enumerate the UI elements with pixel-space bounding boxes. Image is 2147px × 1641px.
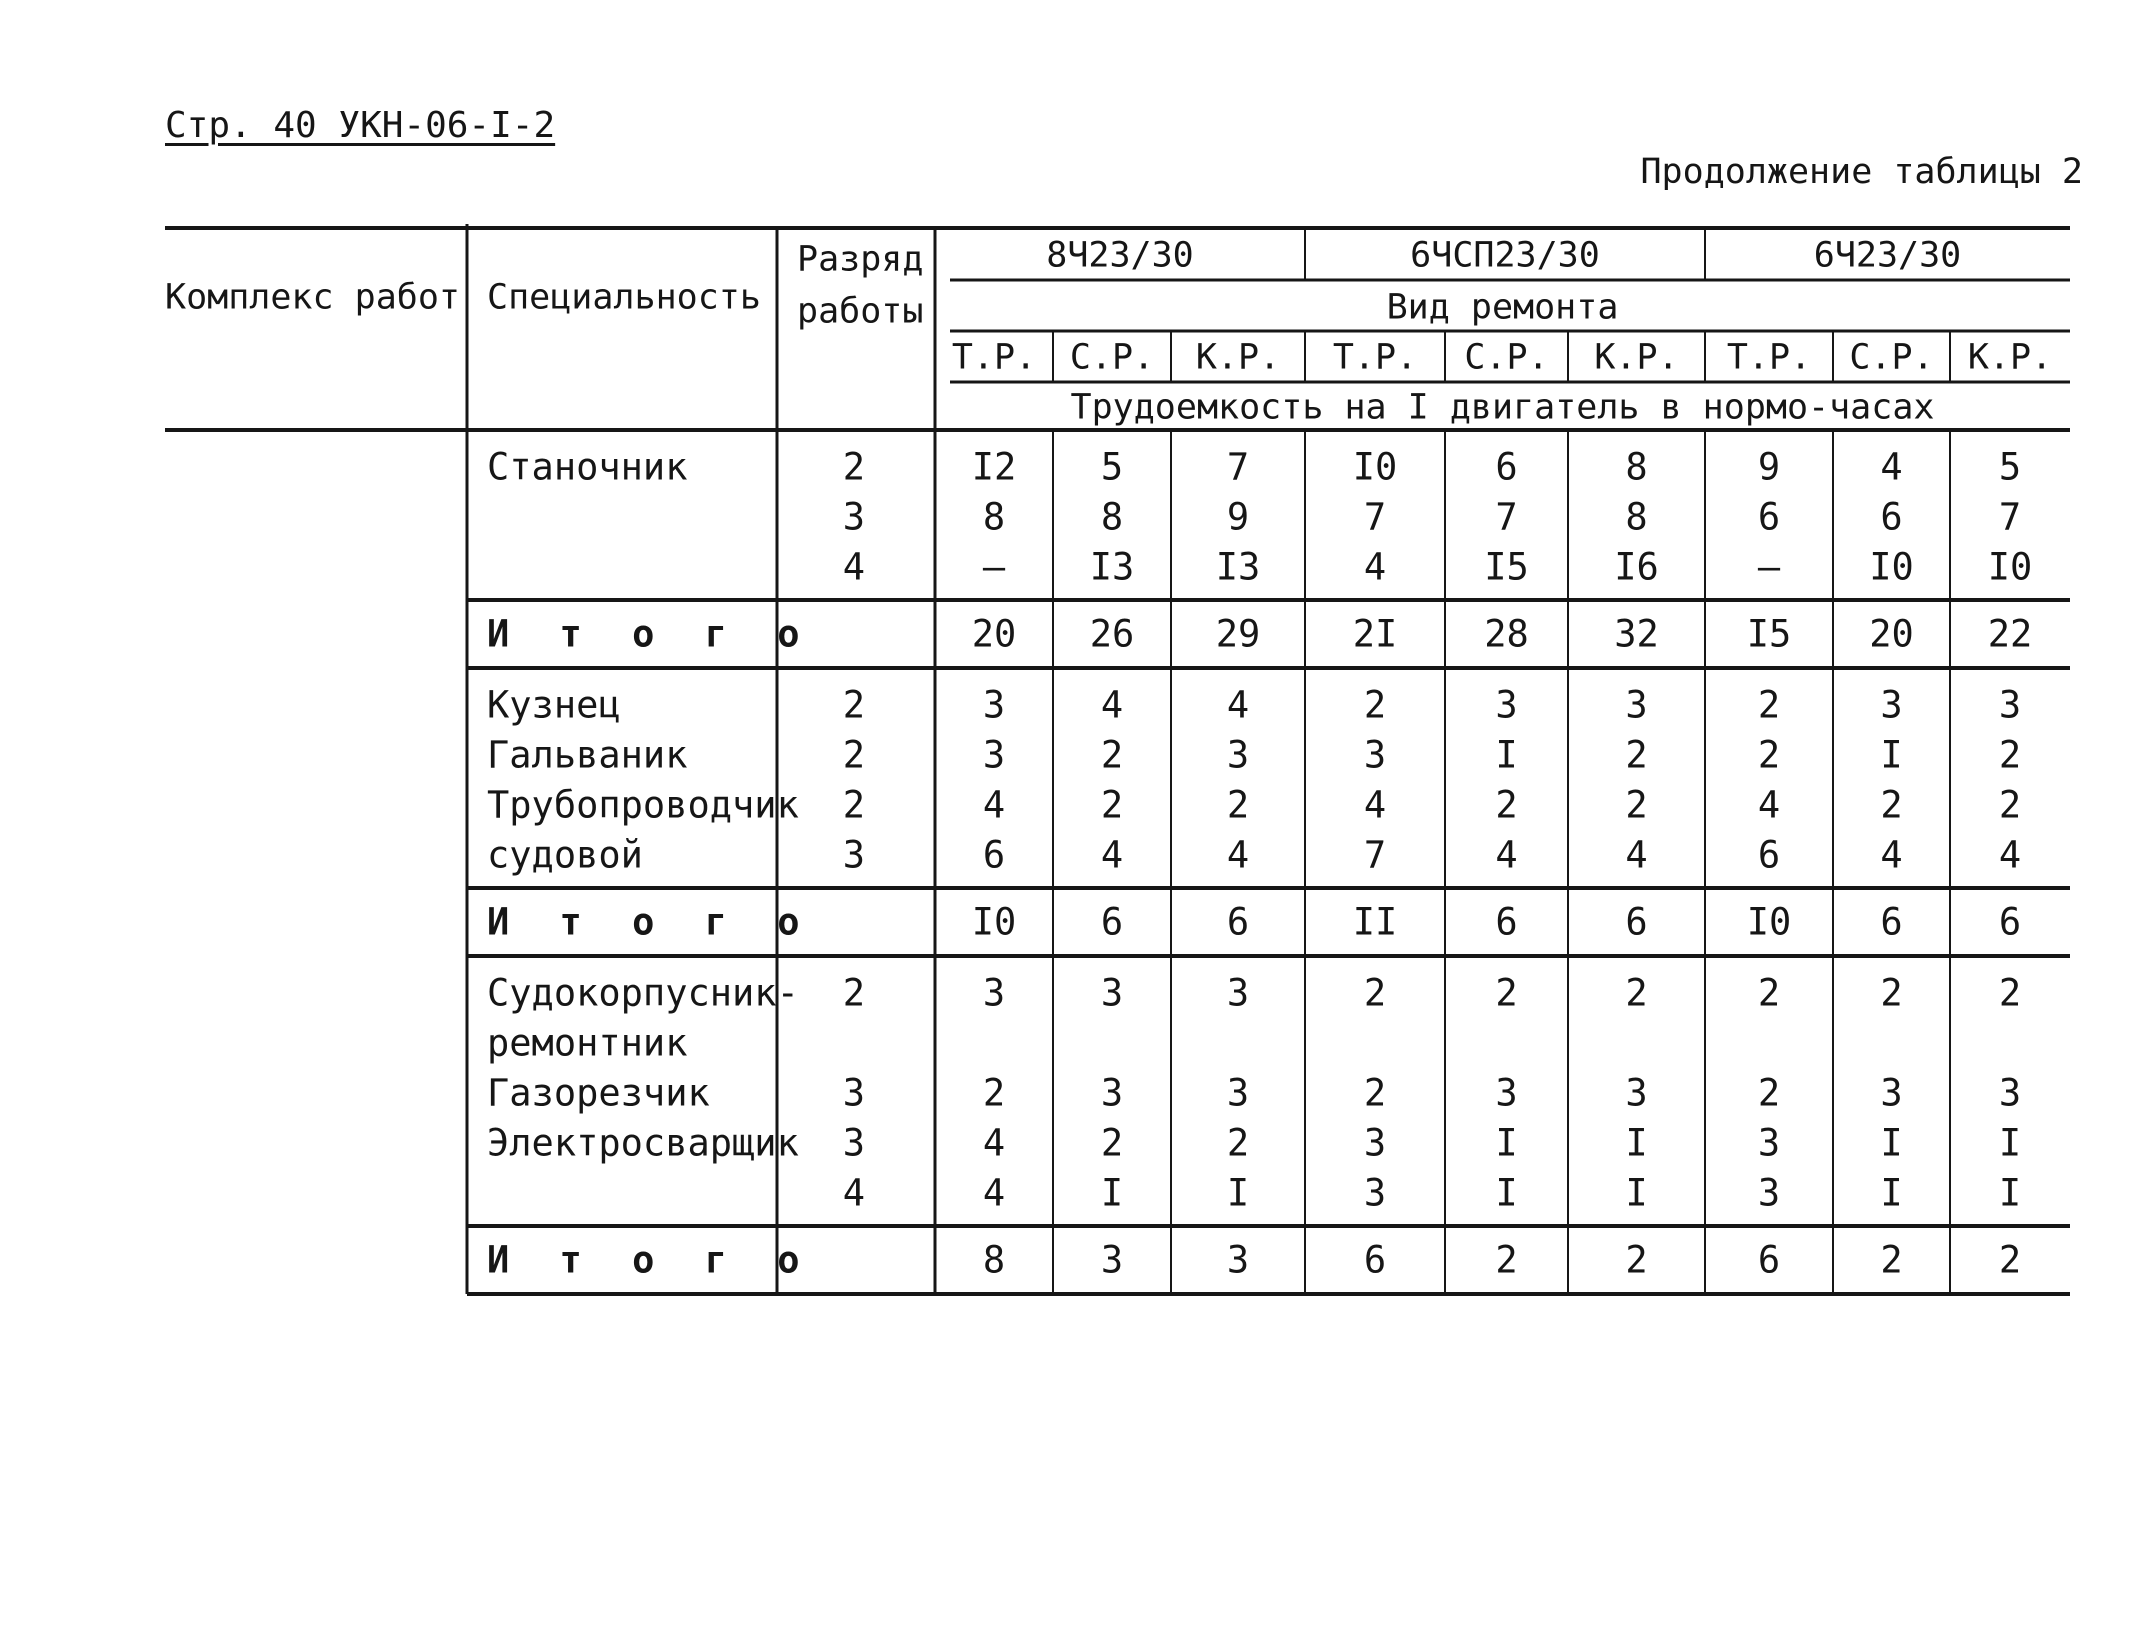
value-cell: 6 xyxy=(1757,495,1781,539)
value-cell: 4 xyxy=(982,1121,1006,1165)
value-cell: 2 xyxy=(1998,971,2022,1015)
value-cell: I xyxy=(1998,1121,2022,1165)
header-labor: Трудоемкость на I двигатель в нормо-часах xyxy=(1070,387,1935,428)
header-repair-type: С.Р. xyxy=(1849,337,1934,378)
value-cell: I xyxy=(1226,1171,1250,1215)
value-cell: 2 xyxy=(1625,783,1648,827)
value-cell: 3 xyxy=(1363,1171,1387,1215)
value-cell: 3 xyxy=(1880,1071,1903,1115)
value-cell: 5 xyxy=(1100,445,1124,489)
header-repair-type: К.Р. xyxy=(1195,337,1281,378)
value-cell: 4 xyxy=(1100,683,1124,727)
total-value: 2 xyxy=(1998,1238,2022,1282)
value-cell: 4 xyxy=(1495,833,1518,877)
value-cell: 8 xyxy=(982,495,1006,539)
value-cell: 3 xyxy=(1757,1171,1781,1215)
total-label: И т о г о xyxy=(487,900,814,944)
header-repair-kind: Вид ремонта xyxy=(1386,287,1619,328)
total-value: 32 xyxy=(1614,612,1659,656)
header-complex: Комплекс работ xyxy=(165,277,461,318)
value-cell: 4 xyxy=(1880,445,1903,489)
total-value: 8 xyxy=(982,1238,1006,1282)
value-cell: 4 xyxy=(1363,783,1387,827)
total-value: 2 xyxy=(1625,1238,1648,1282)
value-cell: 3 xyxy=(1880,683,1903,727)
value-cell: 2 xyxy=(982,1071,1006,1115)
value-cell: 7 xyxy=(1226,445,1250,489)
value-cell: I xyxy=(1998,1171,2022,1215)
value-cell: 3 xyxy=(1757,1121,1781,1165)
header-repair-type: Т.Р. xyxy=(951,337,1037,378)
total-value: 20 xyxy=(1869,612,1914,656)
specialty-cell: ремонтник xyxy=(487,1021,688,1065)
value-cell: 4 xyxy=(1880,833,1903,877)
value-cell: 3 xyxy=(1226,733,1250,777)
grade-cell: 2 xyxy=(842,445,865,489)
value-cell: 3 xyxy=(982,971,1006,1015)
value-cell: I xyxy=(1880,1121,1903,1165)
value-cell: 3 xyxy=(982,733,1006,777)
value-cell: 3 xyxy=(1363,1121,1387,1165)
grade-cell: 2 xyxy=(842,971,865,1015)
total-value: 2 xyxy=(1495,1238,1518,1282)
value-cell: 2 xyxy=(1495,783,1518,827)
labor-table xyxy=(165,224,2070,1304)
grade-cell: 3 xyxy=(842,833,865,877)
value-cell: 4 xyxy=(1998,833,2022,877)
value-cell: I xyxy=(1495,1121,1518,1165)
total-value: 26 xyxy=(1089,612,1135,656)
total-value: 2 xyxy=(1880,1238,1903,1282)
header-engine: 6Ч23/30 xyxy=(1813,235,1962,276)
total-value: 3 xyxy=(1100,1238,1124,1282)
total-value: I0 xyxy=(1746,900,1792,944)
value-cell: 8 xyxy=(1625,495,1648,539)
total-label: И т о г о xyxy=(487,612,814,656)
value-cell: 2 xyxy=(1880,971,1903,1015)
grade-cell: 2 xyxy=(842,733,865,777)
value-cell: – xyxy=(982,545,1006,589)
total-value: 20 xyxy=(971,612,1017,656)
specialty-cell: Судокорпусник- xyxy=(487,971,799,1015)
value-cell: 3 xyxy=(1100,1071,1124,1115)
value-cell: I3 xyxy=(1089,545,1135,589)
value-cell: 5 xyxy=(1998,445,2022,489)
total-value: II xyxy=(1352,900,1398,944)
value-cell: 4 xyxy=(1226,833,1250,877)
grade-cell: 3 xyxy=(842,1121,865,1165)
header-engine: 8Ч23/30 xyxy=(1046,235,1194,276)
header-repair-type: С.Р. xyxy=(1069,337,1155,378)
value-cell: 2 xyxy=(1363,683,1387,727)
value-cell: 2 xyxy=(1495,971,1518,1015)
total-label: И т о г о xyxy=(487,1238,814,1282)
value-cell: 2 xyxy=(1757,971,1781,1015)
value-cell: 3 xyxy=(1998,683,2022,727)
value-cell: 7 xyxy=(1998,495,2022,539)
header-repair-type: Т.Р. xyxy=(1726,337,1812,378)
total-value: 28 xyxy=(1484,612,1529,656)
total-value: 29 xyxy=(1215,612,1261,656)
total-value: 6 xyxy=(1226,900,1250,944)
value-cell: 4 xyxy=(1757,783,1781,827)
value-cell: 2 xyxy=(1363,1071,1387,1115)
value-cell: 6 xyxy=(1495,445,1518,489)
header-repair-type: К.Р. xyxy=(1594,337,1679,378)
total-value: 3 xyxy=(1226,1238,1250,1282)
value-cell: – xyxy=(1757,545,1781,589)
header-repair-type: К.Р. xyxy=(1967,337,2053,378)
value-cell: 2 xyxy=(1757,1071,1781,1115)
value-cell: 8 xyxy=(1625,445,1648,489)
total-value: I5 xyxy=(1746,612,1792,656)
header-grade: Разряд xyxy=(797,239,924,280)
value-cell: 2 xyxy=(1100,783,1124,827)
value-cell: I2 xyxy=(971,445,1017,489)
header-grade-2: работы xyxy=(797,291,924,332)
value-cell: 3 xyxy=(1226,1071,1250,1115)
header-engine: 6ЧСП23/30 xyxy=(1410,235,1600,276)
grade-cell: 2 xyxy=(842,683,865,727)
value-cell: 2 xyxy=(1757,733,1781,777)
value-cell: 2 xyxy=(1998,733,2022,777)
grade-cell: 3 xyxy=(842,1071,865,1115)
value-cell: 3 xyxy=(1998,1071,2022,1115)
specialty-cell: Газорезчик xyxy=(487,1071,710,1115)
value-cell: 2 xyxy=(1625,733,1648,777)
total-value: 22 xyxy=(1987,612,2033,656)
table-continuation-label: Продолжение таблицы 2 xyxy=(1640,152,2083,192)
value-cell: 6 xyxy=(982,833,1006,877)
grade-cell: 2 xyxy=(842,783,865,827)
specialty-cell: Станочник xyxy=(487,445,688,489)
value-cell: 9 xyxy=(1757,445,1781,489)
total-value: 6 xyxy=(1880,900,1903,944)
value-cell: I xyxy=(1625,1121,1648,1165)
grade-cell: 3 xyxy=(842,495,865,539)
value-cell: I0 xyxy=(1352,445,1398,489)
value-cell: 3 xyxy=(1625,683,1648,727)
value-cell: I xyxy=(1880,733,1903,777)
value-cell: I xyxy=(1495,1171,1518,1215)
value-cell: I xyxy=(1880,1171,1903,1215)
specialty-cell: Трубопроводчик xyxy=(487,783,799,827)
value-cell: 4 xyxy=(1363,545,1387,589)
grade-cell: 4 xyxy=(842,545,865,589)
value-cell: 3 xyxy=(1625,1071,1648,1115)
value-cell: 4 xyxy=(1100,833,1124,877)
value-cell: 7 xyxy=(1363,833,1387,877)
value-cell: 2 xyxy=(1998,783,2022,827)
total-value: 6 xyxy=(1495,900,1518,944)
value-cell: I xyxy=(1100,1171,1124,1215)
value-cell: 2 xyxy=(1226,1121,1250,1165)
value-cell: 3 xyxy=(982,683,1006,727)
value-cell: 3 xyxy=(1226,971,1250,1015)
total-value: 6 xyxy=(1363,1238,1387,1282)
value-cell: 2 xyxy=(1100,1121,1124,1165)
value-cell: 3 xyxy=(1495,683,1518,727)
total-value: 6 xyxy=(1625,900,1648,944)
total-value: 6 xyxy=(1757,1238,1781,1282)
value-cell: 4 xyxy=(1625,833,1648,877)
value-cell: 4 xyxy=(982,783,1006,827)
specialty-cell: Электросварщик xyxy=(487,1121,799,1165)
value-cell: 2 xyxy=(1100,733,1124,777)
value-cell: I0 xyxy=(1869,545,1914,589)
value-cell: 2 xyxy=(1880,783,1903,827)
value-cell: 2 xyxy=(1363,971,1387,1015)
value-cell: I0 xyxy=(1987,545,2033,589)
specialty-cell: судовой xyxy=(487,833,643,877)
value-cell: 4 xyxy=(1226,683,1250,727)
value-cell: 7 xyxy=(1495,495,1518,539)
value-cell: 8 xyxy=(1100,495,1124,539)
total-value: 6 xyxy=(1998,900,2022,944)
value-cell: 2 xyxy=(1757,683,1781,727)
specialty-cell: Кузнец xyxy=(487,683,621,727)
value-cell: 6 xyxy=(1880,495,1903,539)
value-cell: I5 xyxy=(1484,545,1529,589)
value-cell: I xyxy=(1495,733,1518,777)
header-specialty: Специальность xyxy=(487,277,761,318)
specialty-cell: Гальваник xyxy=(487,733,688,777)
value-cell: I xyxy=(1625,1171,1648,1215)
value-cell: 3 xyxy=(1100,971,1124,1015)
grade-cell: 4 xyxy=(842,1171,865,1215)
value-cell: 2 xyxy=(1625,971,1648,1015)
value-cell: 3 xyxy=(1363,733,1387,777)
value-cell: I3 xyxy=(1215,545,1261,589)
value-cell: 6 xyxy=(1757,833,1781,877)
value-cell: 7 xyxy=(1363,495,1387,539)
value-cell: 2 xyxy=(1226,783,1250,827)
header-repair-type: Т.Р. xyxy=(1332,337,1418,378)
value-cell: 3 xyxy=(1495,1071,1518,1115)
value-cell: 4 xyxy=(982,1171,1006,1215)
value-cell: I6 xyxy=(1614,545,1659,589)
page-header: Стр. 40 УКН-06-I-2 xyxy=(165,105,556,146)
value-cell: 9 xyxy=(1226,495,1250,539)
header-repair-type: С.Р. xyxy=(1464,337,1549,378)
total-value: I0 xyxy=(971,900,1017,944)
total-value: 6 xyxy=(1100,900,1124,944)
total-value: 2I xyxy=(1352,612,1398,656)
